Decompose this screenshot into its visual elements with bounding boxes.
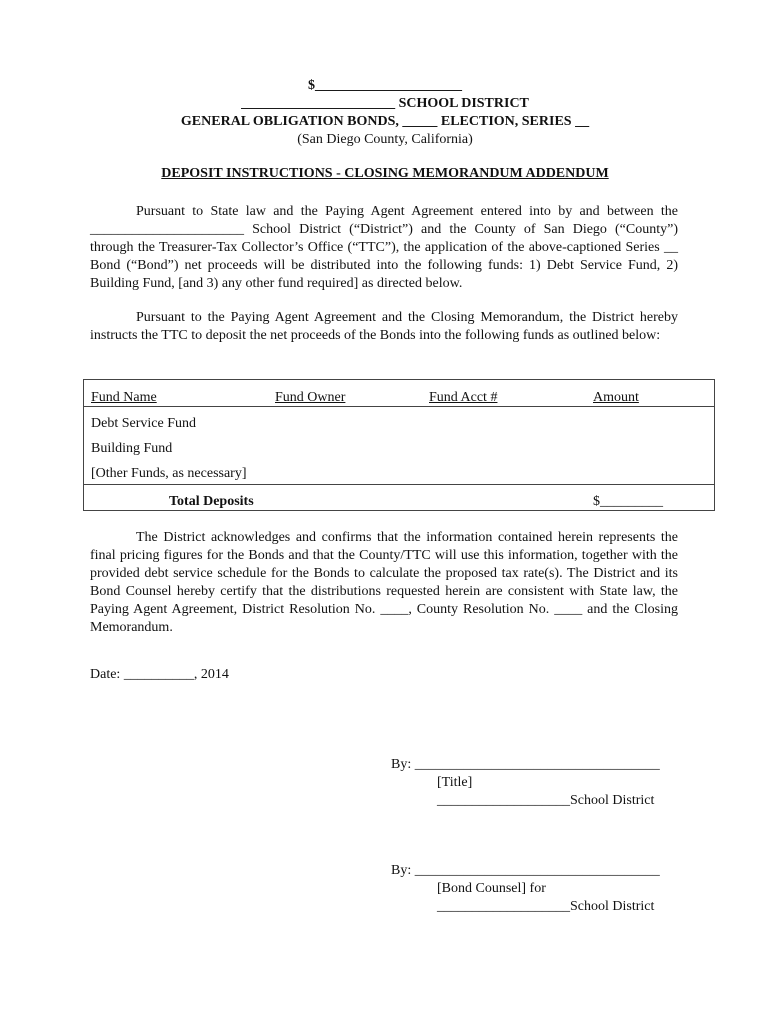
header-fund-name: Fund Name [84,380,269,407]
funds-table [83,379,715,511]
signature-line-bond-counsel: By: ___________________________________ [391,863,660,878]
signature-block-bond-counsel [391,862,660,916]
fund-row-building: Building Fund [91,441,173,456]
header-county-line: (San Diego County, California) [297,132,473,147]
signature-line-district: By: ___________________________________ [391,757,660,772]
signature-title-district: [Title] [437,775,473,790]
date-line: Date: __________, 2014 [90,667,229,682]
table-row [84,407,715,433]
header-amount-line: $_____________________ [308,78,462,93]
paragraph-2-text: Pursuant to the Paying Agent Agreement and the Closing Memorandum, the District hereby instructs the TTC to deposit the net proceeds of the Bonds into the following funds as outlined below: [90,310,678,343]
signature-district-name-2: ___________________School District [437,899,655,914]
paragraph-1 [90,203,678,293]
paragraph-1-text: Pursuant to State law and the Paying Agent Agreement entered into by and between the ______________________ School District (“District”) and the County of San Diego (“County”) through the Treasurer-Tax Collector’s Office (“TTC”), the application of the above-captioned Series __ Bond (“Bond”) net proceeds will be distributed into the following funds: 1) Debt Service Fund, 2) Building Fund, [and 3) any other fund required] as directed below. [90,204,678,291]
header-amount: Amount [586,380,715,407]
fund-row-debt-service: Debt Service Fund [91,416,196,431]
table-row [84,457,715,485]
signature-block-district [391,756,660,810]
paragraph-2 [90,309,678,345]
funds-table-header-row [84,380,715,407]
paragraph-3 [90,529,678,637]
total-deposits-value: $_________ [586,485,715,511]
header-fund-acct: Fund Acct # [422,380,586,407]
header-district-line: ______________________ SCHOOL DISTRICT [241,96,529,111]
table-row [84,432,715,457]
fund-row-other: [Other Funds, as necessary] [91,466,247,481]
total-row [84,485,715,511]
header-bonds-line: GENERAL OBLIGATION BONDS, _____ ELECTION, SERIES __ [180,114,590,129]
header-fund-owner: Fund Owner [268,380,422,407]
paragraph-3-text: The District acknowledges and confirms that the information contained herein represents the final pricing figures for the Bonds and that the County/TTC will use this information, together with the provided debt service schedule for the Bonds to calculate the proposed tax rate(s). The District and its Bond Counsel hereby certify that the distributions requested herein are consistent with State law, the Paying Agent Agreement, District Resolution No. ____, County Resolution No. ____ and the Closing Memorandum. [90,530,678,635]
document-title: DEPOSIT INSTRUCTIONS - CLOSING MEMORANDUM ADDENDUM [161,166,609,181]
signature-title-bond-counsel: [Bond Counsel] for [437,881,546,896]
signature-district-name-1: ___________________School District [437,793,655,808]
total-deposits-label: Total Deposits [84,485,587,511]
